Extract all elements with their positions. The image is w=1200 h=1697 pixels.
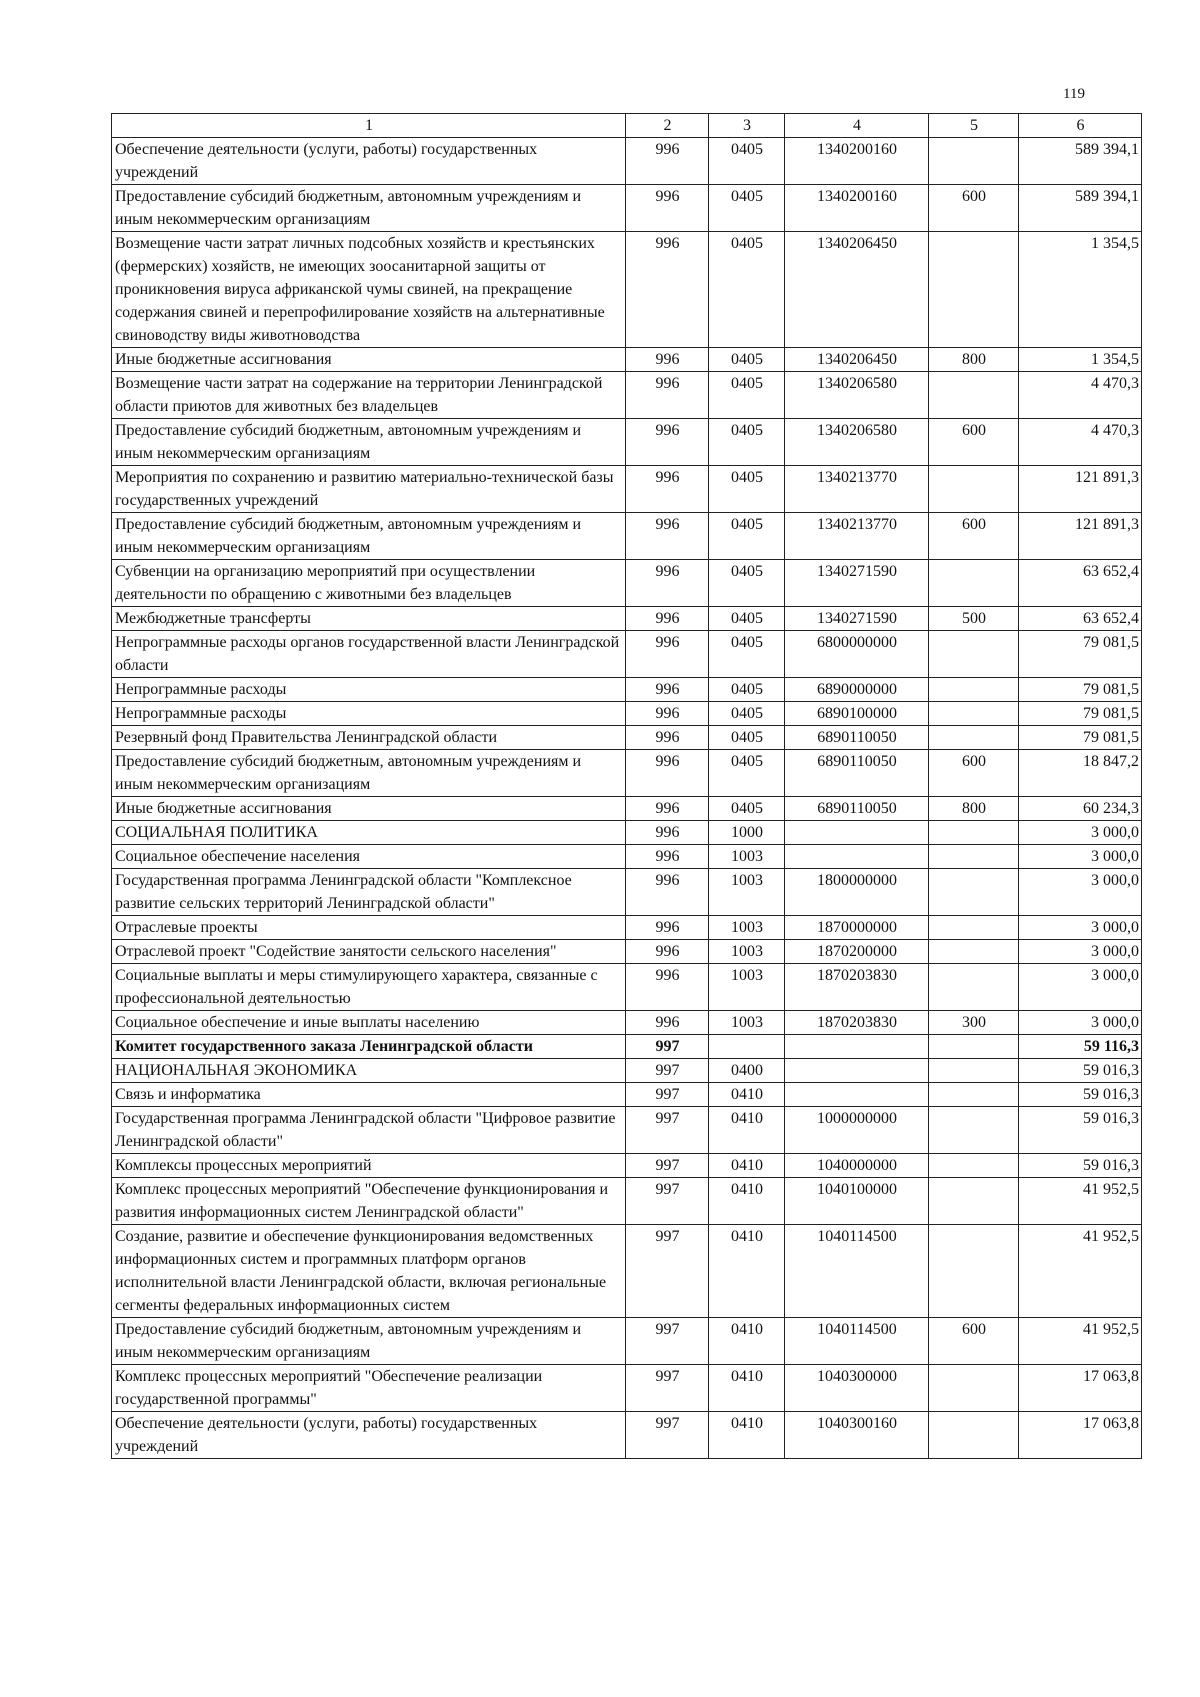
header-row [112,114,1142,138]
admin-code-cell: 996 [626,797,709,821]
target-article-code-cell: 1340206580 [785,419,929,466]
item-name-cell: Иные бюджетные ассигнования [112,797,626,821]
table-row [112,1107,1142,1154]
section-code-cell: 0405 [709,185,785,232]
section-code-cell: 0400 [709,1059,785,1083]
target-article-code-cell: 1040300000 [785,1365,929,1412]
admin-code-cell: 997 [626,1154,709,1178]
table-row [112,419,1142,466]
item-name-cell: Предоставление субсидий бюджетным, автономным учреждениям и иным некоммерческим организациям [112,185,626,232]
target-article-code-cell: 1870200000 [785,940,929,964]
table-row [112,1035,1142,1059]
target-article-code-cell: 6890000000 [785,678,929,702]
expense-type-code-cell [929,678,1019,702]
item-name-cell: Резервный фонд Правительства Ленинградской области [112,726,626,750]
table-row [112,869,1142,916]
expense-type-code-cell [929,821,1019,845]
item-name-cell: Предоставление субсидий бюджетным, автономным учреждениям и иным некоммерческим организациям [112,1318,626,1365]
admin-code-cell: 996 [626,138,709,185]
item-name-cell: Субвенции на организацию мероприятий при осуществлении деятельности по обращению с животными без владельцев [112,560,626,607]
amount-cell: 4 470,3 [1019,419,1142,466]
section-code-cell: 0410 [709,1225,785,1318]
expense-type-code-cell: 800 [929,348,1019,372]
table-row [112,678,1142,702]
target-article-code-cell: 1040100000 [785,1178,929,1225]
admin-code-cell: 997 [626,1318,709,1365]
amount-cell: 589 394,1 [1019,185,1142,232]
table-row [112,702,1142,726]
section-code-cell: 0405 [709,232,785,348]
expense-type-code-cell: 300 [929,1011,1019,1035]
section-code-cell: 0410 [709,1412,785,1459]
admin-code-cell: 997 [626,1178,709,1225]
table-row [112,750,1142,797]
target-article-code-cell: 6800000000 [785,631,929,678]
table-row [112,964,1142,1011]
admin-code-cell: 996 [626,916,709,940]
amount-cell: 3 000,0 [1019,821,1142,845]
admin-code-cell: 996 [626,560,709,607]
admin-code-cell: 996 [626,869,709,916]
admin-code-cell: 996 [626,419,709,466]
item-name-cell: НАЦИОНАЛЬНАЯ ЭКОНОМИКА [112,1059,626,1083]
table-row [112,138,1142,185]
item-name-cell: Государственная программа Ленинградской области "Цифровое развитие Ленинградской области" [112,1107,626,1154]
expense-type-code-cell: 600 [929,419,1019,466]
admin-code-cell: 996 [626,372,709,419]
expense-type-code-cell [929,1365,1019,1412]
admin-code-cell: 996 [626,607,709,631]
target-article-code-cell: 1340213770 [785,466,929,513]
table-row [112,185,1142,232]
expense-type-code-cell [929,702,1019,726]
header-cell: 3 [709,114,785,138]
amount-cell: 41 952,5 [1019,1318,1142,1365]
item-name-cell: Иные бюджетные ассигнования [112,348,626,372]
section-code-cell: 0410 [709,1154,785,1178]
amount-cell: 59 016,3 [1019,1059,1142,1083]
table-row [112,513,1142,560]
section-code-cell: 0410 [709,1365,785,1412]
section-code-cell: 0405 [709,560,785,607]
admin-code-cell: 996 [626,232,709,348]
item-name-cell: Непрограммные расходы [112,702,626,726]
amount-cell: 63 652,4 [1019,560,1142,607]
section-code-cell: 0405 [709,750,785,797]
amount-cell: 17 063,8 [1019,1412,1142,1459]
target-article-code-cell [785,1059,929,1083]
table-row [112,348,1142,372]
expense-type-code-cell [929,1107,1019,1154]
target-article-code-cell: 1340271590 [785,607,929,631]
item-name-cell: Отраслевые проекты [112,916,626,940]
target-article-code-cell [785,845,929,869]
target-article-code-cell: 6890110050 [785,797,929,821]
section-code-cell: 1003 [709,845,785,869]
admin-code-cell: 996 [626,940,709,964]
amount-cell: 59 116,3 [1019,1035,1142,1059]
amount-cell: 79 081,5 [1019,631,1142,678]
target-article-code-cell: 1040114500 [785,1225,929,1318]
amount-cell: 3 000,0 [1019,916,1142,940]
expense-type-code-cell [929,940,1019,964]
amount-cell: 121 891,3 [1019,513,1142,560]
target-article-code-cell: 1040114500 [785,1318,929,1365]
amount-cell: 63 652,4 [1019,607,1142,631]
expense-type-code-cell [929,466,1019,513]
target-article-code-cell: 1340206450 [785,348,929,372]
item-name-cell: Комплекс процессных мероприятий "Обеспечение реализации государственной программы" [112,1365,626,1412]
item-name-cell: СОЦИАЛЬНАЯ ПОЛИТИКА [112,821,626,845]
admin-code-cell: 997 [626,1107,709,1154]
target-article-code-cell: 6890100000 [785,702,929,726]
admin-code-cell: 996 [626,821,709,845]
expense-type-code-cell [929,845,1019,869]
target-article-code-cell [785,821,929,845]
item-name-cell: Социальные выплаты и меры стимулирующего характера, связанные с профессиональной деятельностью [112,964,626,1011]
admin-code-cell: 996 [626,185,709,232]
expense-type-code-cell [929,726,1019,750]
amount-cell: 3 000,0 [1019,940,1142,964]
table-row [112,560,1142,607]
expense-type-code-cell: 500 [929,607,1019,631]
table-row [112,1365,1142,1412]
amount-cell: 41 952,5 [1019,1178,1142,1225]
section-code-cell: 1003 [709,940,785,964]
amount-cell: 79 081,5 [1019,726,1142,750]
section-code-cell: 1003 [709,916,785,940]
item-name-cell: Предоставление субсидий бюджетным, автономным учреждениям и иным некоммерческим организациям [112,750,626,797]
admin-code-cell: 996 [626,1011,709,1035]
table-row [112,1059,1142,1083]
item-name-cell: Предоставление субсидий бюджетным, автономным учреждениям и иным некоммерческим организациям [112,513,626,560]
expense-type-code-cell: 600 [929,513,1019,560]
amount-cell: 1 354,5 [1019,232,1142,348]
section-code-cell: 1003 [709,1011,785,1035]
table-row [112,607,1142,631]
amount-cell: 3 000,0 [1019,869,1142,916]
section-code-cell: 0405 [709,138,785,185]
expense-type-code-cell [929,869,1019,916]
target-article-code-cell: 1870203830 [785,964,929,1011]
target-article-code-cell: 6890110050 [785,750,929,797]
expense-type-code-cell [929,1083,1019,1107]
section-code-cell: 1003 [709,964,785,1011]
section-code-cell: 0405 [709,348,785,372]
table-row [112,1154,1142,1178]
target-article-code-cell: 1340200160 [785,138,929,185]
table-row [112,631,1142,678]
admin-code-cell: 997 [626,1225,709,1318]
expense-type-code-cell [929,1178,1019,1225]
table-row [112,940,1142,964]
item-name-cell: Обеспечение деятельности (услуги, работы) государственных учреждений [112,138,626,185]
section-code-cell: 0405 [709,702,785,726]
item-name-cell: Социальное обеспечение и иные выплаты населению [112,1011,626,1035]
amount-cell: 3 000,0 [1019,845,1142,869]
admin-code-cell: 997 [626,1059,709,1083]
header-cell: 1 [112,114,626,138]
header-cell: 5 [929,114,1019,138]
item-name-cell: Комплексы процессных мероприятий [112,1154,626,1178]
target-article-code-cell: 1000000000 [785,1107,929,1154]
admin-code-cell: 996 [626,678,709,702]
target-article-code-cell: 1040300160 [785,1412,929,1459]
table-row [112,916,1142,940]
admin-code-cell: 997 [626,1083,709,1107]
admin-code-cell: 996 [626,702,709,726]
expense-type-code-cell [929,138,1019,185]
table-row [112,1083,1142,1107]
amount-cell: 79 081,5 [1019,678,1142,702]
section-code-cell: 1000 [709,821,785,845]
table-row [112,726,1142,750]
section-code-cell: 0410 [709,1083,785,1107]
expense-type-code-cell [929,372,1019,419]
admin-code-cell: 997 [626,1365,709,1412]
admin-code-cell: 996 [626,750,709,797]
amount-cell: 60 234,3 [1019,797,1142,821]
amount-cell: 59 016,3 [1019,1083,1142,1107]
amount-cell: 59 016,3 [1019,1154,1142,1178]
section-code-cell: 0405 [709,607,785,631]
table-row [112,1318,1142,1365]
section-code-cell: 0405 [709,419,785,466]
section-code-cell: 0405 [709,513,785,560]
expense-type-code-cell: 600 [929,1318,1019,1365]
expense-type-code-cell [929,1225,1019,1318]
amount-cell: 4 470,3 [1019,372,1142,419]
target-article-code-cell: 1040000000 [785,1154,929,1178]
expense-type-code-cell [929,1035,1019,1059]
expense-type-code-cell [929,1154,1019,1178]
target-article-code-cell: 6890110050 [785,726,929,750]
item-name-cell: Возмещение части затрат на содержание на территории Ленинградской области приютов для животных без владельцев [112,372,626,419]
expense-type-code-cell [929,964,1019,1011]
section-code-cell: 0405 [709,797,785,821]
item-name-cell: Комплекс процессных мероприятий "Обеспечение функционирования и развития информационных систем Ленинградской области" [112,1178,626,1225]
header-cell: 4 [785,114,929,138]
section-code-cell: 0410 [709,1318,785,1365]
target-article-code-cell: 1800000000 [785,869,929,916]
expense-type-code-cell [929,631,1019,678]
table-row [112,797,1142,821]
target-article-code-cell: 1340206580 [785,372,929,419]
table-row [112,372,1142,419]
admin-code-cell: 996 [626,631,709,678]
section-code-cell [709,1035,785,1059]
item-name-cell: Непрограммные расходы органов государственной власти Ленинградской области [112,631,626,678]
target-article-code-cell: 1870203830 [785,1011,929,1035]
amount-cell: 1 354,5 [1019,348,1142,372]
amount-cell: 121 891,3 [1019,466,1142,513]
target-article-code-cell: 1870000000 [785,916,929,940]
table-row [112,1178,1142,1225]
target-article-code-cell: 1340213770 [785,513,929,560]
item-name-cell: Создание, развитие и обеспечение функционирования ведомственных информационных систем и программных платформ органов исполнительной власти Ленинградской области, включая региональные сегменты федеральных информационных систем [112,1225,626,1318]
amount-cell: 79 081,5 [1019,702,1142,726]
amount-cell: 18 847,2 [1019,750,1142,797]
section-code-cell: 0405 [709,466,785,513]
target-article-code-cell: 1340206450 [785,232,929,348]
expense-type-code-cell: 600 [929,185,1019,232]
admin-code-cell: 996 [626,726,709,750]
target-article-code-cell: 1340200160 [785,185,929,232]
table-body [112,138,1142,1459]
section-code-cell: 1003 [709,869,785,916]
item-name-cell: Предоставление субсидий бюджетным, автономным учреждениям и иным некоммерческим организациям [112,419,626,466]
table-row [112,1412,1142,1459]
section-code-cell: 0405 [709,678,785,702]
page-number: 119 [1063,86,1085,102]
section-code-cell: 0405 [709,372,785,419]
admin-code-cell: 997 [626,1412,709,1459]
table-row [112,1011,1142,1035]
amount-cell: 41 952,5 [1019,1225,1142,1318]
target-article-code-cell: 1340271590 [785,560,929,607]
section-code-cell: 0410 [709,1107,785,1154]
table-row [112,232,1142,348]
amount-cell: 3 000,0 [1019,964,1142,1011]
admin-code-cell: 996 [626,964,709,1011]
admin-code-cell: 996 [626,513,709,560]
amount-cell: 17 063,8 [1019,1365,1142,1412]
target-article-code-cell [785,1083,929,1107]
amount-cell: 59 016,3 [1019,1107,1142,1154]
amount-cell: 3 000,0 [1019,1011,1142,1035]
item-name-cell: Межбюджетные трансферты [112,607,626,631]
table-row [112,466,1142,513]
item-name-cell: Непрограммные расходы [112,678,626,702]
table-row [112,821,1142,845]
admin-code-cell: 996 [626,348,709,372]
item-name-cell: Мероприятия по сохранению и развитию материально-технической базы государственных учреждений [112,466,626,513]
expense-type-code-cell [929,232,1019,348]
table-row [112,845,1142,869]
amount-cell: 589 394,1 [1019,138,1142,185]
item-name-cell: Отраслевой проект "Содействие занятости сельского населения" [112,940,626,964]
item-name-cell: Связь и информатика [112,1083,626,1107]
target-article-code-cell [785,1035,929,1059]
expense-type-code-cell [929,1059,1019,1083]
admin-code-cell: 996 [626,845,709,869]
section-code-cell: 0405 [709,726,785,750]
item-name-cell: Возмещение части затрат личных подсобных хозяйств и крестьянских (фермерских) хозяйств, не имеющих зоосанитарной защиты от проникновения вируса африканской чумы свиней, на прекращение содержания свиней и перепрофилирование хозяйств на альтернативные свиноводству виды животноводства [112,232,626,348]
table-row [112,1225,1142,1318]
item-name-cell: Государственная программа Ленинградской области "Комплексное развитие сельских территорий Ленинградской области" [112,869,626,916]
admin-code-cell: 996 [626,466,709,513]
item-name-cell: Комитет государственного заказа Ленинградской области [112,1035,626,1059]
budget-table [111,113,1142,1459]
item-name-cell: Социальное обеспечение населения [112,845,626,869]
section-code-cell: 0405 [709,631,785,678]
admin-code-cell: 997 [626,1035,709,1059]
expense-type-code-cell [929,560,1019,607]
expense-type-code-cell [929,916,1019,940]
item-name-cell: Обеспечение деятельности (услуги, работы) государственных учреждений [112,1412,626,1459]
section-code-cell: 0410 [709,1178,785,1225]
expense-type-code-cell [929,1412,1019,1459]
header-cell: 2 [626,114,709,138]
expense-type-code-cell: 800 [929,797,1019,821]
expense-type-code-cell: 600 [929,750,1019,797]
header-cell: 6 [1019,114,1142,138]
